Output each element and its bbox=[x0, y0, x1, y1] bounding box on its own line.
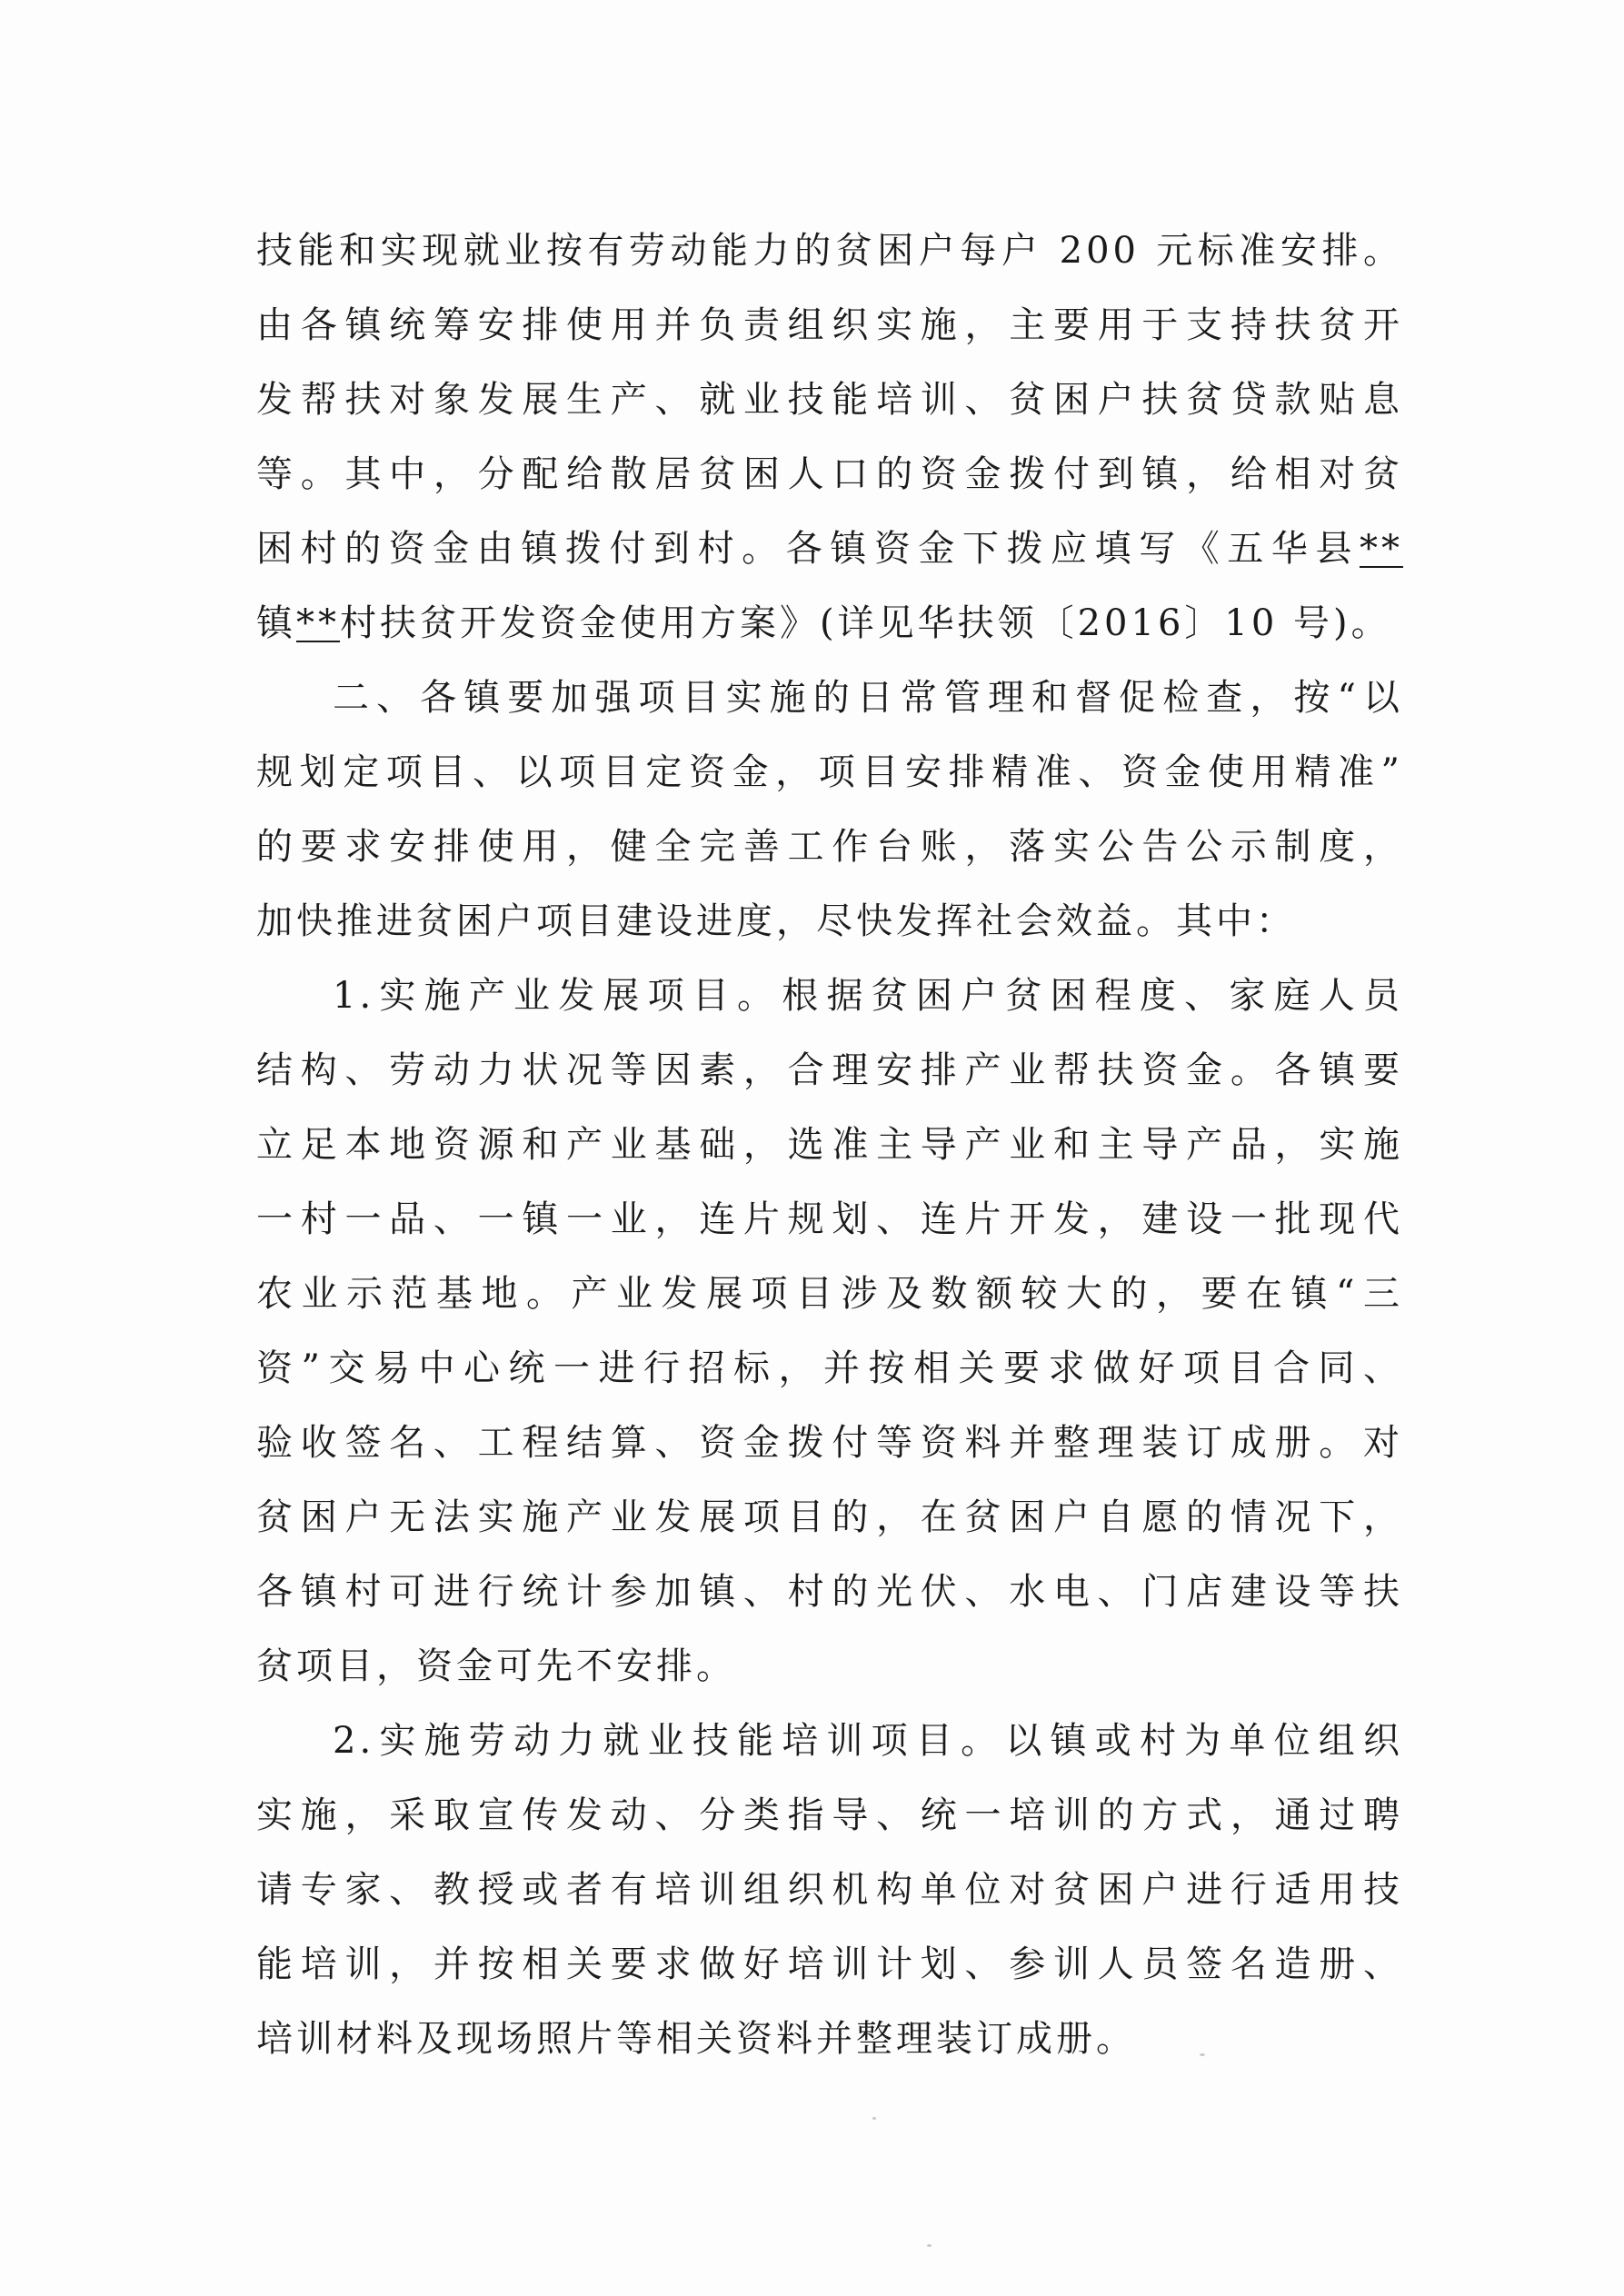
placeholder-underlined: ** bbox=[296, 602, 340, 644]
paragraph-funding-arrangement bbox=[256, 214, 1403, 661]
text-line: 技能和实现就业按有劳动能力的贫困户每户 200 元标准安排。 bbox=[256, 230, 1403, 272]
text-segment: 困村的资金由镇拨付到村。各镇资金下拨应填写《五华县 bbox=[256, 528, 1360, 570]
text-line: 加快推进贫困户项目建设进度，尽快发挥社会效益。其中： bbox=[256, 900, 1296, 942]
text-line: 实施，采取宣传发动、分类指导、统一培训的方式，通过聘 bbox=[256, 1794, 1403, 1836]
text-line: 1.实施产业发展项目。根据贫困户贫困程度、家庭人员 bbox=[333, 975, 1403, 1017]
text-line bbox=[256, 586, 1403, 661]
text-line: 资”交易中心统一进行招标，并按相关要求做好项目合同、 bbox=[256, 1347, 1403, 1389]
document-body bbox=[256, 214, 1403, 2076]
text-segment: 村扶贫开发资金使用方案》(详见华扶领〔2016〕10 号)。 bbox=[340, 602, 1391, 644]
text-line: 由各镇统筹安排使用并负责组织实施，主要用于支持扶贫开 bbox=[256, 304, 1403, 346]
text-line: 贫困户无法实施产业发展项目的，在贫困户自愿的情况下， bbox=[256, 1496, 1403, 1538]
placeholder-underlined: ** bbox=[1360, 528, 1403, 570]
text-line: 发帮扶对象发展生产、就业技能培训、贫困户扶贫贷款贴息 bbox=[256, 379, 1403, 421]
paragraph-project-management bbox=[256, 661, 1403, 959]
text-line: 验收签名、工程结算、资金拨付等资料并整理装订成册。对 bbox=[256, 1422, 1403, 1464]
text-line: 规划定项目、以项目定资金，项目安排精准、资金使用精准” bbox=[256, 751, 1403, 793]
text-segment: 镇 bbox=[256, 602, 296, 644]
text-line: 贫项目，资金可先不安排。 bbox=[256, 1645, 736, 1687]
text-line: 农业示范基地。产业发展项目涉及数额较大的，要在镇“三 bbox=[256, 1273, 1403, 1315]
scan-speck bbox=[1200, 2053, 1205, 2056]
text-line: 请专家、教授或者有培训组织机构单位对贫困户进行适用技 bbox=[256, 1869, 1403, 1911]
paragraph-skills-training bbox=[256, 1704, 1403, 2076]
scan-speck bbox=[927, 2244, 932, 2247]
text-line: 等。其中，分配给散居贫困人口的资金拨付到镇，给相对贫 bbox=[256, 453, 1403, 495]
text-line: 培训材料及现场照片等相关资料并整理装订成册。 bbox=[256, 2018, 1136, 2060]
text-line: 结构、劳动力状况等因素，合理安排产业帮扶资金。各镇要 bbox=[256, 1049, 1403, 1091]
text-line: 二、各镇要加强项目实施的日常管理和督促检查，按“以 bbox=[333, 677, 1403, 719]
paragraph-industry-development bbox=[256, 959, 1403, 1704]
text-line: 各镇村可进行统计参加镇、村的光伏、水电、门店建设等扶 bbox=[256, 1571, 1403, 1613]
scan-speck bbox=[872, 2117, 876, 2120]
text-line: 2.实施劳动力就业技能培训项目。以镇或村为单位组织 bbox=[333, 1720, 1403, 1762]
text-line: 立足本地资源和产业基础，选准主导产业和主导产品，实施 bbox=[256, 1124, 1403, 1166]
text-line: 能培训，并按相关要求做好培训计划、参训人员签名造册、 bbox=[256, 1943, 1403, 1985]
text-line: 的要求安排使用，健全完善工作台账，落实公告公示制度， bbox=[256, 826, 1403, 868]
text-line: 一村一品、一镇一业，连片规划、连片开发，建设一批现代 bbox=[256, 1198, 1403, 1240]
text-line bbox=[256, 512, 1403, 586]
